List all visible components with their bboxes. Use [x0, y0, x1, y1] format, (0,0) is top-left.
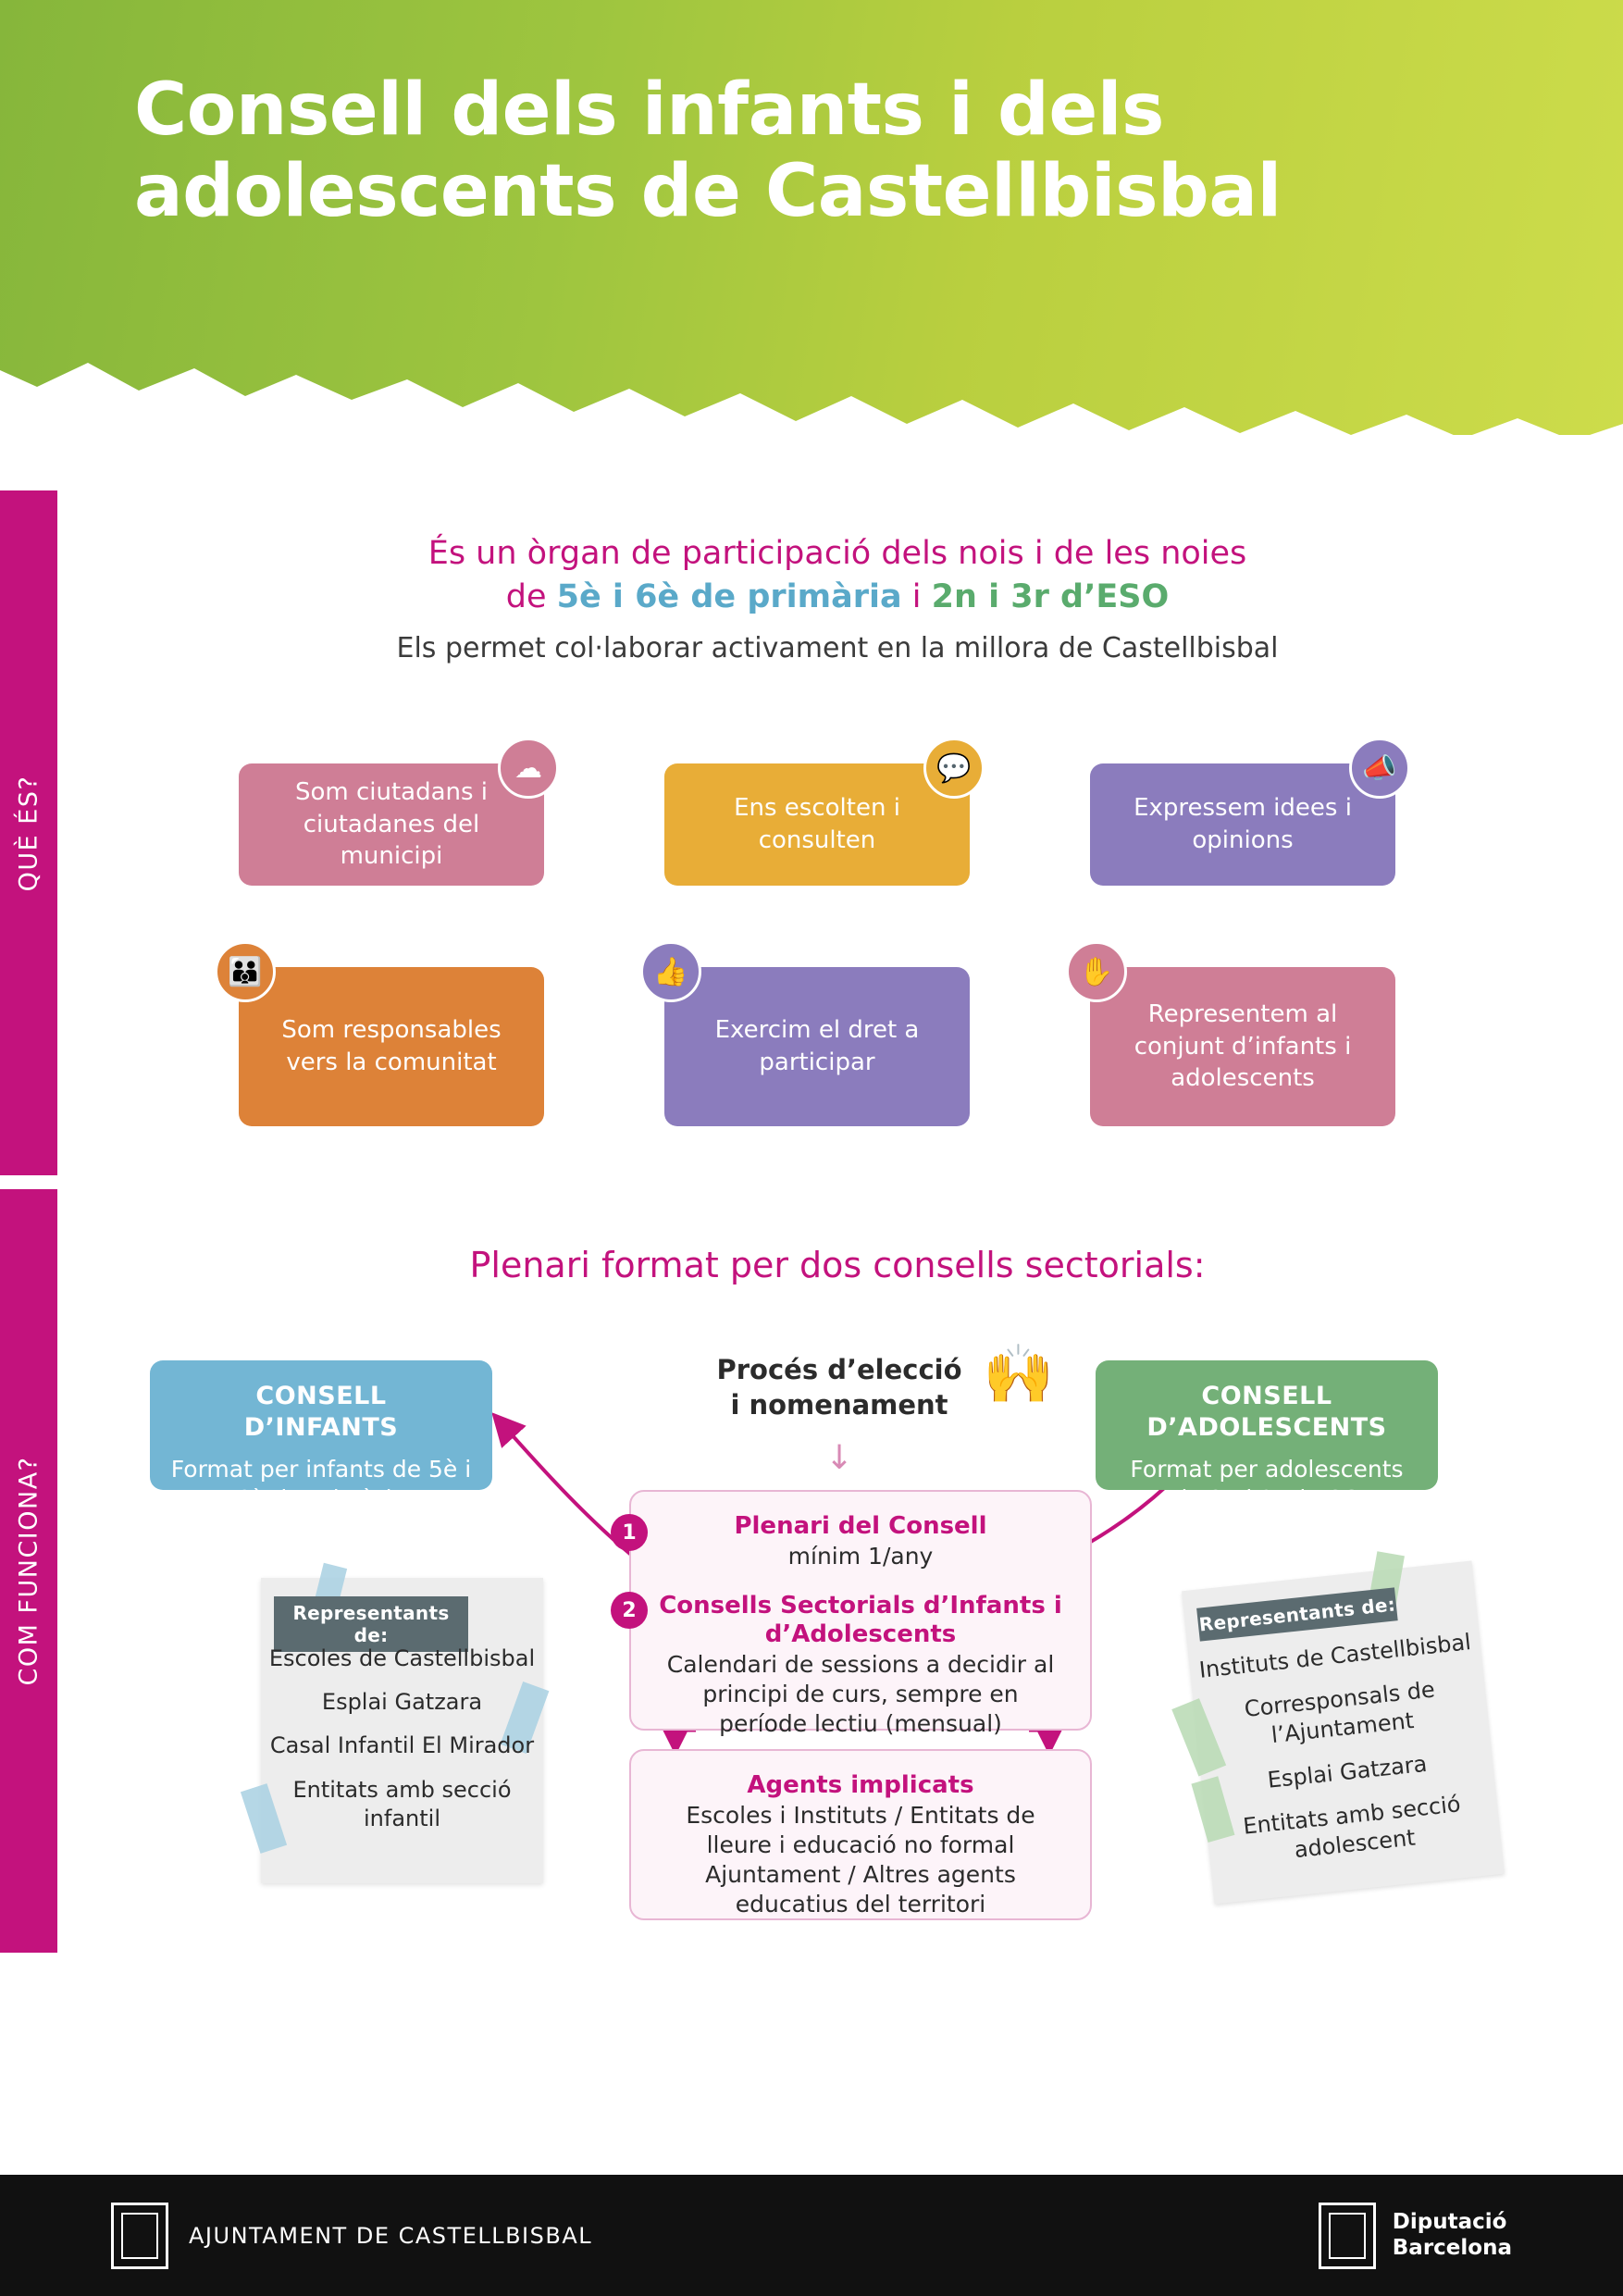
megaphone-glyph: 📣	[1362, 751, 1397, 785]
footer-left-text: AJUNTAMENT DE CASTELLBISBAL	[189, 2223, 593, 2249]
council-infants-subtitle: Format per infants de 5è i 6è de primària	[170, 1455, 472, 1512]
representants-adolescents-label: Representants de:	[1196, 1587, 1398, 1641]
header-banner	[0, 0, 1623, 435]
eleccio-process-label	[687, 1353, 992, 1422]
torn-paper-edge	[0, 342, 1623, 453]
intro-block	[241, 532, 1434, 664]
intro-line-2	[241, 576, 1434, 619]
community-glyph: 👪	[228, 955, 263, 988]
council-adolescents-title	[1112, 1381, 1421, 1444]
value-card-1	[239, 763, 544, 886]
intro-line2-green: 2n i 3r d’ESO	[931, 577, 1170, 615]
thumbs-up-icon	[640, 941, 701, 1002]
step-2-text: Calendari de sessions a decidir al principi de curs, sempre en període lectiu (mensual)	[666, 1651, 1055, 1738]
step-2-number: 2	[611, 1592, 648, 1629]
castellbisbal-crest-icon	[111, 2203, 168, 2269]
speech-bubble-icon	[923, 738, 985, 799]
list-item: Entitats amb secció infantil	[292, 1776, 512, 1831]
list-item: Esplai Gatzara	[1266, 1750, 1429, 1793]
value-card-2-text: Ens escolten i consulten	[734, 794, 900, 854]
raised-hands-icon: 🙌	[983, 1340, 1055, 1408]
council-adolescents-subtitle: Format per adolescents de 2n i 3r d’ESO	[1130, 1455, 1404, 1512]
council-adolescents-title-line1: CONSELL	[1201, 1382, 1332, 1410]
intro-line-1: És un òrgan de participació dels nois i de les noies	[427, 535, 1247, 572]
value-card-2	[664, 763, 970, 886]
value-card-4	[239, 967, 544, 1126]
plenari-section-title: Plenari format per dos consells sectorials:	[469, 1245, 1206, 1285]
representants-infants-note	[261, 1578, 543, 1883]
side-tab-com-funciona	[0, 1189, 57, 1953]
diputacio-crest-icon	[1319, 2203, 1376, 2269]
list-item: Esplai Gatzara	[321, 1689, 483, 1716]
list-item: Escoles de Castellbisbal	[268, 1645, 536, 1671]
value-card-6-text: Representem al conjunt d’infants i adolescents	[1134, 1000, 1352, 1093]
list-item: Instituts de Castellbisbal	[1197, 1629, 1473, 1683]
council-adolescents-title-line2: D’ADOLESCENTS	[1146, 1412, 1387, 1442]
side-tab-que-es	[0, 490, 57, 1175]
list-item: Entitats amb secció adolescent	[1242, 1790, 1462, 1864]
eleccio-process-line2: i nomenament	[730, 1388, 948, 1421]
arrow-down-icon: ↓	[825, 1439, 854, 1477]
council-infants-box	[150, 1360, 492, 1512]
thumbs-up-glyph: 👍	[653, 955, 688, 988]
value-card-3	[1090, 763, 1395, 886]
value-card-1-text: Som ciutadans i ciutadanes del municipi	[294, 778, 489, 871]
value-card-5-text: Exercim el dret a participar	[714, 1016, 920, 1076]
plenari-steps-box	[629, 1490, 1092, 1738]
footer-right-line2: Barcelona	[1392, 2236, 1512, 2260]
council-infants-title	[167, 1381, 476, 1444]
intro-subtitle: Els permet col·laborar activament en la millora de Castellbisbal	[396, 631, 1279, 664]
representants-infants-label: Representants de:	[274, 1596, 468, 1652]
community-icon	[215, 941, 276, 1002]
people-group-glyph: ☁	[514, 751, 542, 785]
council-adolescents-box	[1096, 1360, 1438, 1512]
footer-left-logo-group	[111, 2203, 592, 2269]
agents-heading: Agents implicats	[747, 1771, 974, 1799]
footer-right-text	[1393, 2210, 1512, 2261]
value-card-5	[664, 967, 970, 1126]
step-2-heading: Consells Sectorials d’Infants i d’Adolescents	[659, 1591, 1062, 1649]
value-card-4-text: Som responsables vers la comunitat	[281, 1016, 502, 1076]
representants-adolescents-note	[1182, 1560, 1505, 1904]
footer-right-line1: Diputació	[1392, 2210, 1507, 2235]
step-1-number: 1	[611, 1514, 648, 1551]
list-item: Corresponsals de l’Ajuntament	[1243, 1676, 1436, 1749]
speech-bubble-glyph: 💬	[936, 751, 972, 785]
eleccio-process-line1: Procés d’elecció	[716, 1354, 962, 1385]
agents-box	[629, 1749, 1092, 1920]
footer-bar	[0, 2175, 1623, 2296]
intro-line2-prefix: de	[505, 577, 557, 615]
step-1-text: mínim 1/any	[787, 1542, 934, 1570]
side-tab-com-funciona-label: COM FUNCIONA?	[14, 1456, 43, 1686]
people-group-icon	[498, 738, 559, 799]
step-1-heading: Plenari del Consell	[734, 1512, 987, 1540]
raised-hand-icon	[1066, 941, 1127, 1002]
intro-line2-mid: i	[901, 577, 932, 615]
council-infants-title-line1: CONSELL	[255, 1382, 387, 1410]
intro-line2-blue: 5è i 6è de primària	[556, 577, 902, 615]
page-title: Consell dels infants i dels adolescents de Castellbisbal	[134, 68, 1282, 234]
agents-text: Escoles i Instituts / Entitats de lleure i educació no formal Ajuntament / Altres agents educatius del territori	[686, 1801, 1035, 1917]
megaphone-icon	[1349, 738, 1410, 799]
value-card-3-text: Expressem idees i opinions	[1134, 794, 1352, 854]
flow-diagram	[57, 1323, 1623, 1934]
representants-infants-list	[261, 1644, 543, 1848]
representants-adolescents-list	[1189, 1627, 1504, 1889]
raised-hand-glyph: ✋	[1079, 955, 1114, 988]
value-card-6	[1090, 967, 1395, 1126]
council-infants-title-line2: D’INFANTS	[243, 1412, 399, 1442]
list-item: Casal Infantil El Mirador	[269, 1732, 535, 1759]
value-cards-group	[228, 745, 1406, 1157]
side-tab-que-es-label: QUÈ ÉS?	[14, 775, 43, 891]
footer-right-logo-group	[1319, 2203, 1512, 2269]
